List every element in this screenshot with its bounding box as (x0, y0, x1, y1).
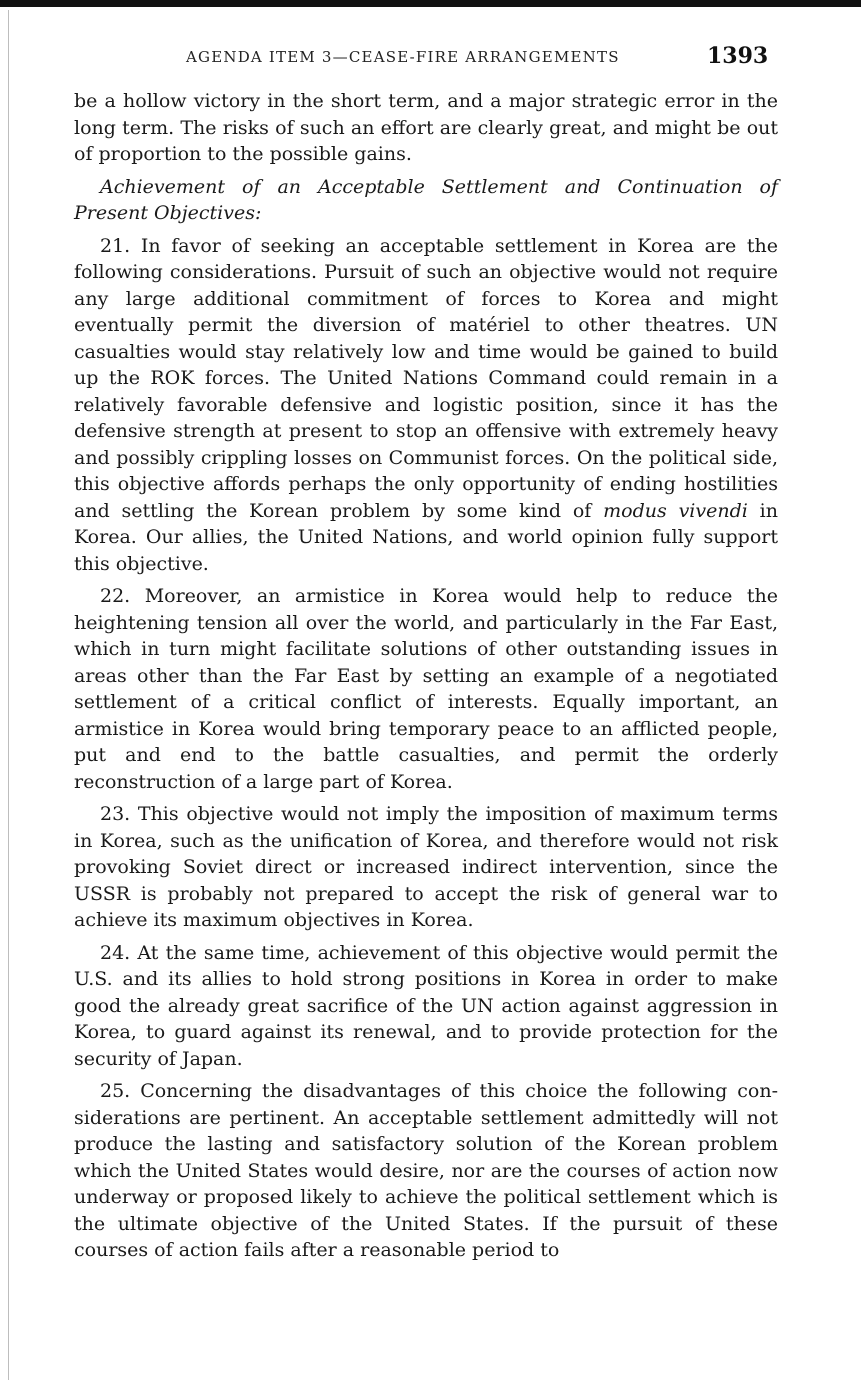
paragraph-21 (74, 233, 778, 578)
paragraph-23 (74, 801, 778, 934)
italic-phrase: modus vivendi (603, 499, 748, 522)
paragraph-number: 25. (100, 1080, 131, 1102)
paragraph-text: In favor of seeking an acceptable settlement in Korea are the following considerations. Pursuit of such an objective would not require any large additional commitment of forces to Korea and might eventually permit the diversion of matériel to other theatres. UN casualties would stay relatively low and time would be gained to build up the ROK forces. The United Nations Command could remain in a relatively favorable defensive and logistic position, since it has the defensive strength at present to stop an offensive with extremely heavy and possibly crippling losses on Communist forces. On the political side, this objective affords perhaps the only opportunity of ending hostilities and settling the Korean problem by some kind of (74, 234, 778, 522)
running-head (0, 38, 861, 78)
paragraph-24 (74, 940, 778, 1073)
paragraph-text: This objective would not imply the imposition of maximum terms in Korea, such as the unification of Korea, and therefore would not risk provoking Soviet direct or increased indirect intervention, since the USSR is probably not prepared to accept the risk of general war to achieve its maximum objectives in Korea. (74, 803, 778, 931)
paragraph-number: 22. (100, 585, 131, 607)
paragraph-number: 24. (100, 941, 131, 964)
paragraph-number: 23. (100, 803, 131, 825)
page-edge (8, 10, 9, 1380)
page-number: 1393 (707, 43, 769, 69)
intro-paragraph: be a hollow victory in the short term, and a major strategic error in the long term. The risks of such an effort are clearly great, and might be out of proportion to the possible gains. (74, 90, 778, 165)
body-text (74, 88, 778, 1264)
paragraph-text: Concerning the disadvantages of this choice the following considerations are pertinent. An acceptable settlement admittedly will not produce the lasting and satisfactory solution of the Korean problem which the United States would desire, nor are the courses of action now underway or proposed likely to achieve the political settlement which is the ultimate objective of the United States. If the pursuit of these courses of action fails after a reasonable period to (74, 1080, 778, 1261)
section-heading: Achievement of an Acceptable Settlement and Continuation of Present Objectives: (74, 175, 778, 224)
paragraph-text: Moreover, an armistice in Korea would help to reduce the heightening tension all over the world, and particularly in the Far East, which in turn might facilitate solutions of other outstanding issues in areas other than the Far East by setting an example of a negotiated settlement of a critical conflict of interests. Equally important, an armistice in Korea would bring temporary peace to an afflicted people, put and end to the battle casualties, and permit the orderly reconstruction of a large part of Korea. (74, 585, 778, 793)
top-border (0, 0, 861, 7)
paragraph-number: 21. (100, 234, 131, 257)
paragraph-22 (74, 583, 778, 795)
paragraph-text: At the same time, achievement of this objective would permit the U.S. and its allies to hold strong positions in Korea in order to make good the already great sacrifice of the UN action against aggression in Korea, to guard against its renewal, and to provide protection for the security of Japan. (74, 941, 778, 1070)
paragraph-text: in Korea. Our allies, the United Nations, and world opinion fully support this objective. (74, 499, 778, 575)
running-title: AGENDA ITEM 3—CEASE-FIRE ARRANGEMENTS (186, 48, 620, 66)
paragraph-25 (74, 1078, 778, 1264)
